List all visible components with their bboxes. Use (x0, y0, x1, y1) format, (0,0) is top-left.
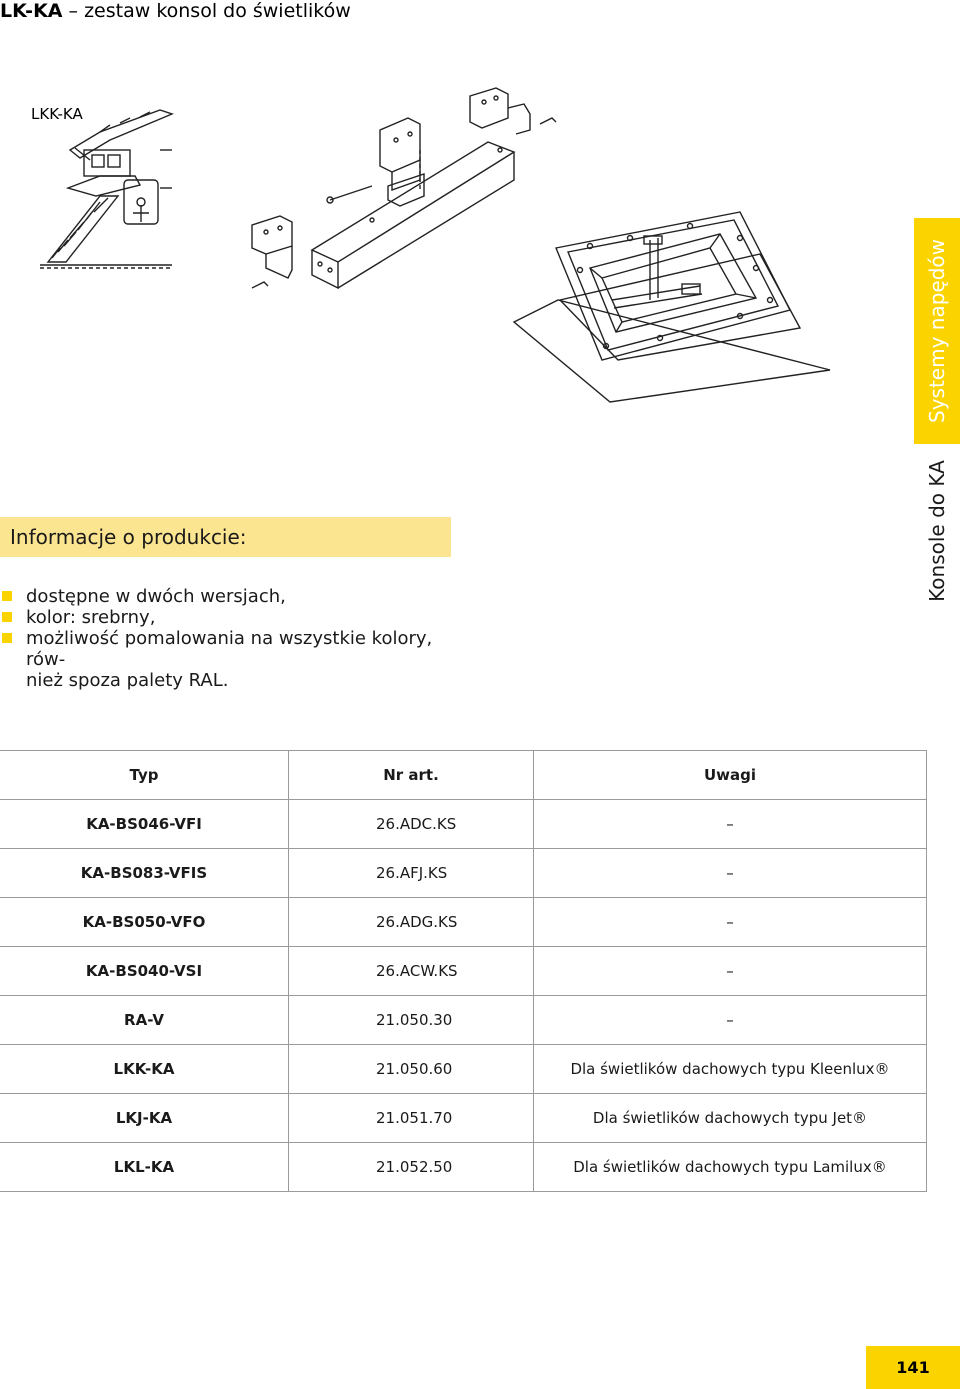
column-header-article: Nr art. (289, 751, 534, 800)
column-header-type: Typ (0, 751, 289, 800)
list-item (0, 607, 460, 628)
cell-article: 26.ACW.KS (289, 947, 534, 996)
cell-type: KA-BS050-VFO (0, 898, 289, 947)
cell-article: 21.050.60 (289, 1045, 534, 1094)
bullet-square-icon (2, 633, 12, 643)
table-row (0, 1045, 927, 1094)
cell-type: LKK-KA (0, 1045, 289, 1094)
spec-table (0, 750, 927, 1192)
cell-type: KA-BS040-VSI (0, 947, 289, 996)
left-bracket-drawing (252, 216, 292, 288)
cell-article: 26.AFJ.KS (289, 849, 534, 898)
cell-notes: Dla świetlików dachowych typu Jet® (534, 1094, 927, 1143)
cell-notes: – (534, 947, 927, 996)
feature-text: kolor: srebrny, (26, 607, 156, 628)
cell-article: 21.050.30 (289, 996, 534, 1045)
actuator-bar-drawing (312, 142, 514, 288)
cell-notes: – (534, 800, 927, 849)
info-heading-bar (0, 517, 451, 557)
right-bracket-drawing (470, 88, 556, 134)
cell-type: RA-V (0, 996, 289, 1045)
page-title (0, 0, 351, 22)
title-description: – zestaw konsol do świetlików (62, 0, 351, 22)
cell-type: KA-BS083-VFIS (0, 849, 289, 898)
cell-notes: Dla świetlików dachowych typu Lamilux® (534, 1143, 927, 1192)
table-row (0, 800, 927, 849)
bracket-kit-illustration (0, 80, 860, 420)
info-heading: Informacje o produkcie: (10, 525, 247, 549)
side-tab-label: Systemy napędów (925, 239, 949, 423)
table-row (0, 947, 927, 996)
page-number: 141 (866, 1346, 960, 1389)
cell-notes: – (534, 996, 927, 1045)
cell-article: 21.052.50 (289, 1143, 534, 1192)
cell-type: LKL-KA (0, 1143, 289, 1192)
cell-type: LKJ-KA (0, 1094, 289, 1143)
feature-text: dostępne w dwóch wersjach, (26, 586, 286, 607)
table-row (0, 898, 927, 947)
cell-notes: – (534, 849, 927, 898)
feature-list (0, 586, 460, 691)
diagram-label: LKK-KA (31, 105, 83, 123)
bullet-square-icon (2, 612, 12, 622)
cell-article: 21.051.70 (289, 1094, 534, 1143)
list-item (0, 586, 460, 607)
table-row (0, 1094, 927, 1143)
feature-text: możliwość pomalowania na wszystkie kolory, rów- nież spoza palety RAL. (26, 628, 433, 691)
table-header-row (0, 751, 927, 800)
table-row (0, 1143, 927, 1192)
side-section-text: Konsole do KA (925, 460, 949, 602)
table-row (0, 849, 927, 898)
roof-detail-drawing (40, 110, 172, 268)
bullet-square-icon (2, 591, 12, 601)
list-item (0, 628, 460, 691)
cell-notes: Dla świetlików dachowych typu Kleenlux® (534, 1045, 927, 1094)
center-bracket-drawing (327, 118, 424, 206)
side-section-label (914, 448, 960, 614)
cell-notes: – (534, 898, 927, 947)
cell-article: 26.ADC.KS (289, 800, 534, 849)
side-tab-section (914, 218, 960, 444)
cell-type: KA-BS046-VFI (0, 800, 289, 849)
cell-article: 26.ADG.KS (289, 898, 534, 947)
table-row (0, 996, 927, 1045)
title-product-code: LK-KA (0, 0, 63, 22)
column-header-notes: Uwagi (534, 751, 927, 800)
skylight-drawing (514, 212, 830, 402)
